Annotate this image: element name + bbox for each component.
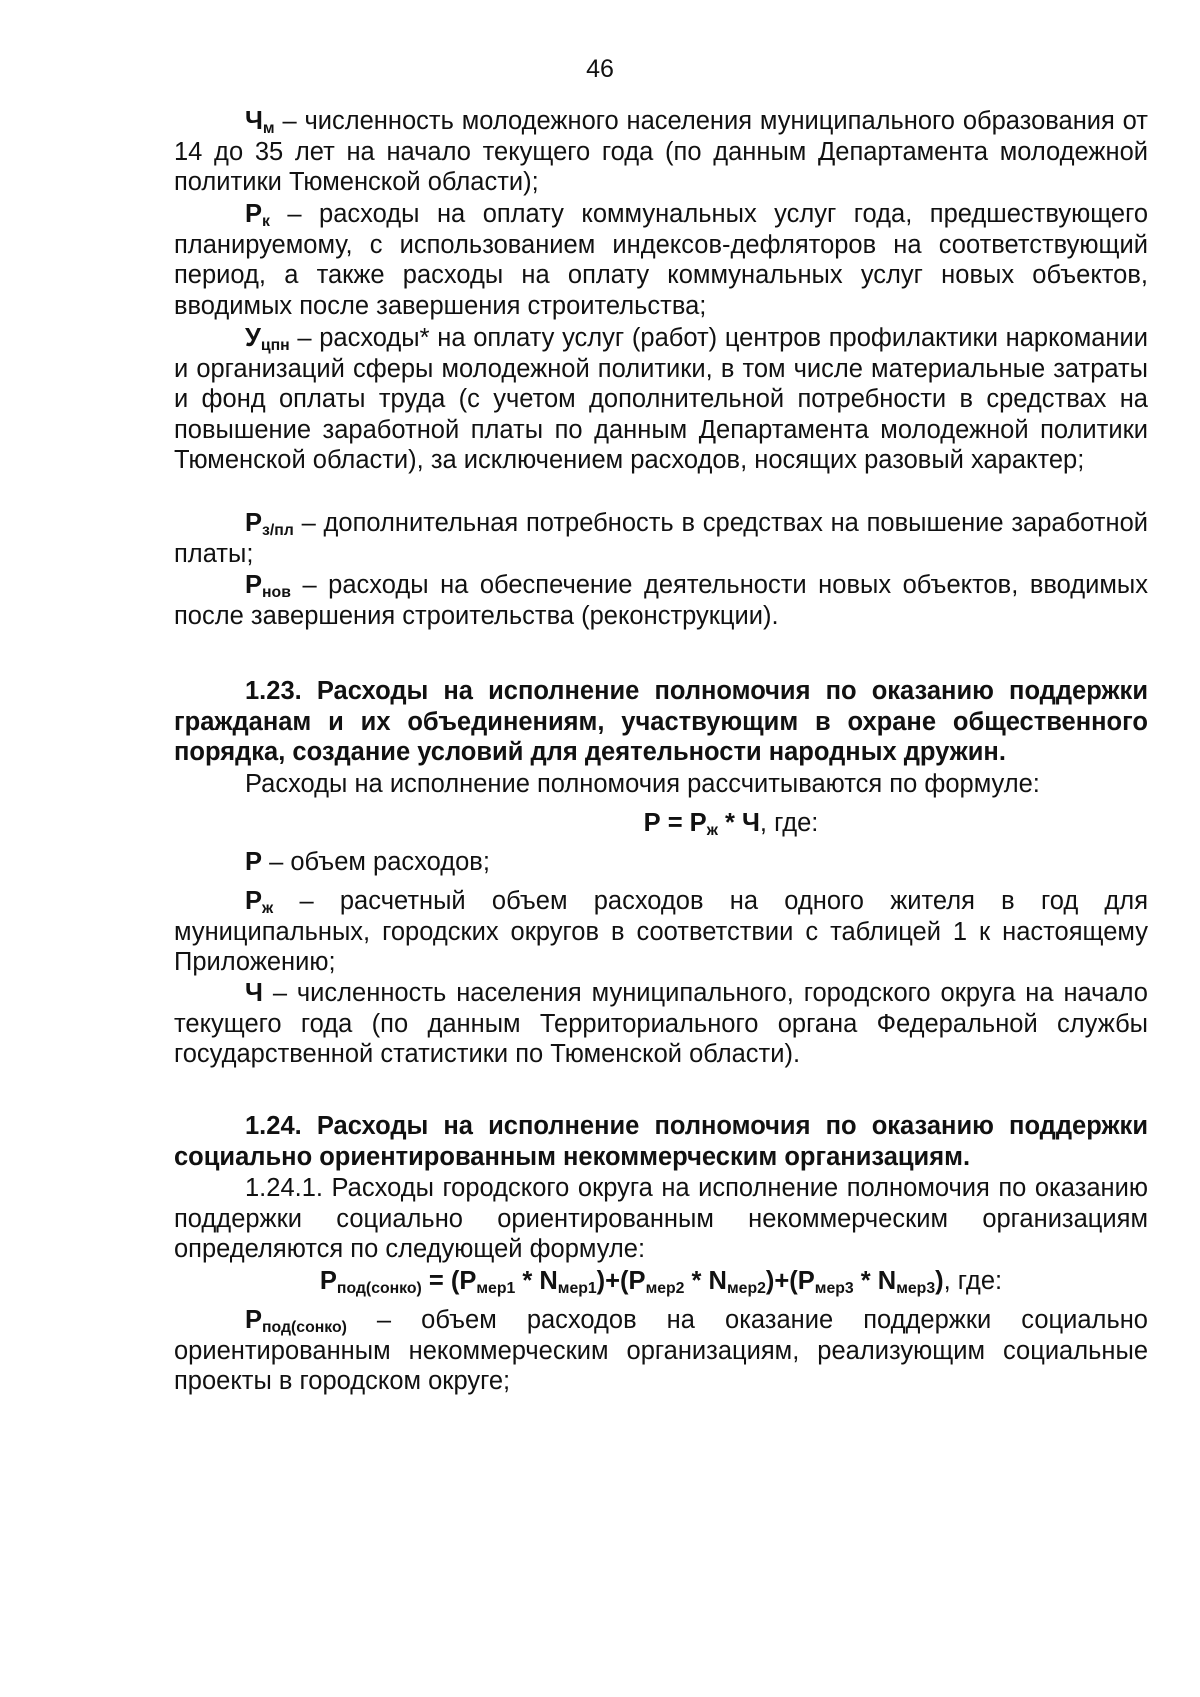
term-symbol: Ч: [245, 979, 263, 1007]
term-subscript: ж: [262, 900, 274, 917]
term-symbol: Р: [245, 509, 263, 537]
formula-part: = (Р: [421, 1267, 477, 1295]
paragraph-rzh: [174, 886, 1148, 978]
formula-subscript: мер2: [645, 1280, 685, 1297]
paragraph-ucpn: [174, 323, 1148, 476]
term-symbol: Р: [245, 1306, 263, 1334]
term-subscript: к: [262, 213, 270, 230]
formula-subscript: мер3: [896, 1280, 936, 1297]
term-symbol: Ч: [245, 107, 263, 135]
formula-part: * N: [515, 1267, 558, 1295]
paragraph-rk: [174, 199, 1148, 321]
formula-subscript: мер3: [814, 1280, 854, 1297]
formula-symbol: Р: [319, 1267, 337, 1295]
formula-1-24: [174, 1266, 1148, 1297]
formula-tail: , где:: [943, 1267, 1003, 1295]
term-subscript: под(сонко): [262, 1319, 347, 1336]
term-subscript: з/пл: [262, 522, 294, 539]
formula-lhs: Р = Р: [643, 809, 707, 837]
formula-subscript: мер1: [557, 1280, 597, 1297]
term-subscript: нов: [262, 584, 291, 601]
term-subscript: м: [262, 120, 275, 137]
term-subscript: цпн: [260, 337, 290, 354]
term-symbol: Р: [245, 848, 263, 876]
paragraph-rnov: [174, 570, 1148, 631]
term-definition: – объем расходов на оказание поддержки социально ориентированным некоммерческим организациям, реализующим социальные проекты в городском округе;: [174, 1306, 1148, 1396]
term-symbol: Р: [245, 200, 263, 228]
formula-tail: , где:: [759, 809, 819, 837]
paragraph-1-24-1: 1.24.1. Расходы городского округа на исполнение полномочия по оказанию поддержки социально ориентированным некоммерческим организациям определяются по следующей формуле:: [174, 1174, 1148, 1264]
paragraph-rpod: [174, 1305, 1148, 1397]
page-number: 46: [586, 55, 614, 83]
section-heading-1-23: 1.23. Расходы на исполнение полномочия по оказанию поддержки гражданам и их объединениям, участвующим в охране общественного порядка, создание условий для деятельности народных дружин.: [174, 677, 1148, 767]
term-definition: – численность молодежного населения муниципального образования от 14 до 35 лет на начало текущего года (по данным Департамента молодежной политики Тюменской области);: [174, 107, 1148, 197]
paragraph-ch: [174, 978, 1148, 1070]
formula-part: * N: [684, 1267, 727, 1295]
term-definition: – численность населения муниципального, городского округа на начало текущего года (по данным Территориального органа Федеральной службы государственной статистики по Тюменской области).: [174, 979, 1148, 1069]
section-heading-1-24: 1.24. Расходы на исполнение полномочия по оказанию поддержки социально ориентированным некоммерческим организациям.: [174, 1112, 1148, 1171]
term-definition: – расходы на обеспечение деятельности новых объектов, вводимых после завершения строительства (реконструкции).: [174, 571, 1148, 630]
paragraph-chm: [174, 106, 1148, 198]
formula-subscript: мер2: [726, 1280, 766, 1297]
formula-part: )+(Р: [765, 1267, 815, 1295]
formula-part: ): [935, 1267, 944, 1295]
formula-subscript: мер1: [476, 1280, 516, 1297]
term-definition: – расходы на оплату коммунальных услуг года, предшествующего планируемому, с использованием индексов-дефляторов на соответствующий период, а также расходы на оплату коммунальных услуг новых объектов, вводимых после завершения строительства;: [174, 200, 1148, 320]
formula-part: * N: [853, 1267, 897, 1295]
term-symbol: У: [245, 324, 261, 352]
term-definition: – дополнительная потребность в средствах на повышение заработной платы;: [174, 509, 1148, 568]
formula-1-23: [174, 808, 1148, 839]
formula-rhs: * Ч: [717, 809, 760, 837]
formula-subscript: под(сонко): [336, 1280, 422, 1297]
formula-subscript: ж: [706, 822, 718, 839]
term-symbol: Р: [245, 571, 263, 599]
paragraph-rzpl: [174, 508, 1148, 569]
term-definition: – объем расходов;: [262, 848, 490, 876]
paragraph-p: [174, 847, 1148, 878]
term-symbol: Р: [245, 887, 263, 915]
term-definition: – расчетный объем расходов на одного жителя в год для муниципальных, городских округов в соответствии с таблицей 1 к настоящему Приложению;: [174, 887, 1148, 977]
formula-part: )+(Р: [596, 1267, 646, 1295]
term-definition: – расходы* на оплату услуг (работ) центров профилактики наркомании и организаций сферы молодежной политики, в том числе материальные затраты и фонд оплаты труда (с учетом дополнительной потребности в средствах на повышение заработной платы по данным Департамента молодежной политики Тюменской области), за исключением расходов, носящих разовый характер;: [174, 324, 1148, 475]
paragraph-formula-intro: Расходы на исполнение полномочия рассчитываются по формуле:: [245, 770, 1040, 798]
